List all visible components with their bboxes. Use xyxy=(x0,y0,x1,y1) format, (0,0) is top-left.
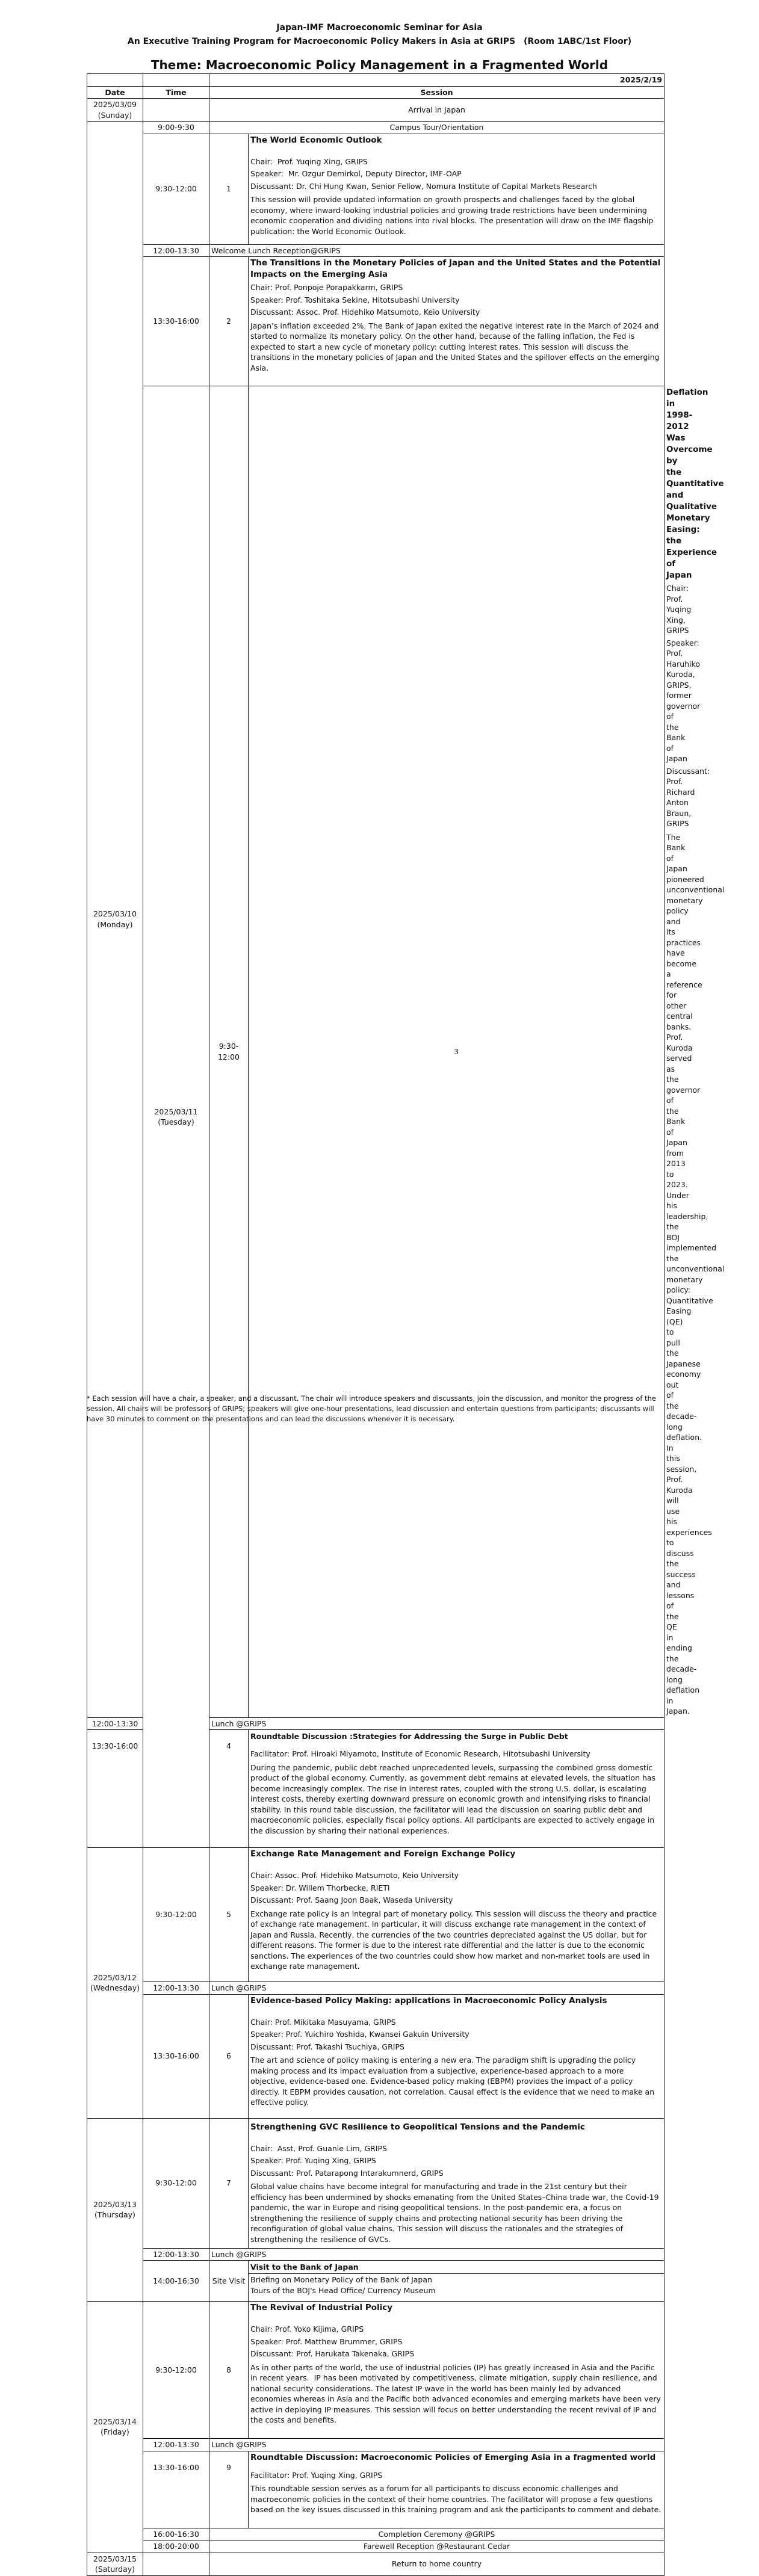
table-row xyxy=(87,2261,665,2274)
event-cell: Lunch @GRIPS xyxy=(209,2248,665,2261)
table-row xyxy=(87,99,665,122)
session-title: Roundtable Discussion: Macroeconomic Policies of Emerging Asia in a fragmented world xyxy=(250,2452,656,2462)
session-title: The Revival of Industrial Policy xyxy=(250,2303,393,2312)
session-cell xyxy=(249,2302,665,2439)
time-cell: 9:30-12:00 xyxy=(143,134,209,244)
session-facilitator: Facilitator: Prof. Yuqing Xing, GRIPS xyxy=(250,2470,383,2480)
event-cell: Campus Tour/Orientation xyxy=(209,122,665,134)
table-row xyxy=(87,1982,665,1995)
session-title: Evidence-based Policy Making: applications in Macroeconomic Policy Analysis xyxy=(250,1995,607,2006)
session-discussant: Discussant: Dr. Chi Hung Kwan, Senior Fellow, Nomura Institute of Capital Markets Research xyxy=(250,181,597,191)
weekday-text: (Friday) xyxy=(101,2427,129,2437)
session-speaker: Speaker: Prof. Yuichiro Yoshida, Kwansei Gakuin University xyxy=(250,2030,469,2039)
seminar-title: Japan-IMF Macroeconomic Seminar for Asia xyxy=(276,23,483,32)
session-number: 9 xyxy=(209,2451,249,2528)
session-speaker: Speaker: Prof. Toshitaka Sekine, Hitotsubashi University xyxy=(250,295,460,304)
session-discussant: Discussant: Prof. Patarapong Intarakumnerd, GRIPS xyxy=(250,2168,444,2178)
table-row xyxy=(87,1848,665,1982)
day-date-cell xyxy=(143,386,209,1848)
column-header-date: Date xyxy=(87,86,143,99)
session-description: This session will provide updated information on growth prospects and challenges faced by the global economy, where inward-looking industrial policies and growing trade restrictions have been undermining economic cooperation and dividing nations into rival blocks. The presentation will draw on the IMF flagship publication: the World Economic Outlook. xyxy=(250,195,654,236)
visit-line: Tours of the BOJ's Head Office/ Currency Museum xyxy=(250,2285,436,2295)
session-number: 3 xyxy=(249,386,665,1718)
event-cell: Return to home country xyxy=(209,2553,665,2575)
session-cell xyxy=(249,1730,665,1848)
time-cell: 16:00-16:30 xyxy=(143,2528,209,2540)
time-cell: 12:00-13:30 xyxy=(143,1982,209,1995)
session-cell xyxy=(249,1848,665,1982)
time-cell: 12:00-13:30 xyxy=(143,2439,209,2451)
session-number: 7 xyxy=(209,2118,249,2248)
session-cell xyxy=(249,2451,665,2528)
session-discussant: Discussant: Prof. Harukata Takenaka, GRIPS xyxy=(250,2349,415,2358)
session-chair: Chair: Prof. Mikitaka Masuyama, GRIPS xyxy=(250,2017,396,2027)
time-cell: 13:30-16:00 xyxy=(143,1994,209,2118)
day-date-cell xyxy=(87,1848,143,2119)
time-cell: 13:30-16:00 xyxy=(87,1730,143,1848)
table-row xyxy=(87,122,665,134)
date-text: 2025/03/15 xyxy=(93,2554,137,2563)
event-cell: Arrival in Japan xyxy=(209,99,665,122)
table-row xyxy=(87,2302,665,2439)
date-text: 2025/03/09 xyxy=(93,100,137,109)
date-text: 2025/03/13 xyxy=(93,2199,137,2209)
session-chair: Chair: Prof. Yuqing Xing, GRIPS xyxy=(250,156,368,166)
table-row: 2025/03/11 (Tuesday) 9:30-12:00 3 Deflation in 1998-2012 Was Overcome by the Quantitative and Qualitative Monetary Easing: the Experience of Japan Chair: Prof. Yuqing Xing, GRIPS Speaker: Prof. Haruhiko Kuroda, GRIPS, former governor of the Bank of Japan Discussant: Prof. Richard Anton Braun, GRIPS The Bank of Japan pioneered unconventional monetary policy and its practices have become a reference for other central banks. Prof. Kuroda served as the governor of the Bank of Japan from 2013 to 2023. Under his leadership, the BOJ implemented the unconventional monetary policy: Quantitative Easing (QE) to pull the Japanese economy out of the decade-long deflation. In this session, Prof. Kuroda will use his experiences to discuss the success and lessons of the QE in ending the decade-long deflation in Japan. xyxy=(87,386,665,1718)
date-text: 2025/03/11 xyxy=(154,1107,198,1116)
session-speaker: Speaker: Prof. Yuqing Xing, GRIPS xyxy=(250,2156,376,2165)
session-cell xyxy=(249,134,665,244)
session-speaker: Speaker: Prof. Matthew Brummer, GRIPS xyxy=(250,2337,403,2346)
day-date-cell xyxy=(87,99,143,122)
session-cell xyxy=(249,1994,665,2118)
weekday-text: (Monday) xyxy=(97,919,133,929)
table-row xyxy=(87,2528,665,2540)
time-cell: 9:30-12:00 xyxy=(143,2302,209,2439)
session-description: As in other parts of the world, the use of industrial policies (IP) has greatly increased in Asia and the Pacific in recent years. IP has been motivated by competitiveness, climate mitigation, supply chain resilience, and national security considerations. The latest IP wave in the world has been mainly led by advanced economies whereas in Asia and the Pacific both advanced economies and emerging markets have been very active in deploying IP measures. This session will focus on better understanding the recent revival of IP and the costs and benefits. xyxy=(250,2362,661,2424)
table-row xyxy=(87,257,665,386)
program-subtitle: An Executive Training Program for Macroeconomic Policy Makers in Asia at GRIPS (Room 1ABC/1st Floor) xyxy=(127,37,632,46)
session-cell xyxy=(249,257,665,386)
visit-title: Visit to the Bank of Japan xyxy=(249,2261,665,2274)
day-date-cell xyxy=(87,2302,143,2553)
time-cell: 13:30-16:00 xyxy=(143,2451,209,2528)
table-row xyxy=(87,2553,665,2575)
visit-line: Briefing on Monetary Policy of the Bank of Japan xyxy=(250,2275,432,2284)
day-date-cell xyxy=(87,2553,143,2575)
event-cell: Welcome Lunch Reception@GRIPS xyxy=(209,244,665,257)
event-cell: Farewell Reception @Restaurant Cedar xyxy=(209,2540,665,2553)
table-row xyxy=(87,134,665,244)
session-number: 5 xyxy=(209,1848,249,1982)
event-cell: Lunch @GRIPS xyxy=(209,2439,665,2451)
table-row xyxy=(87,74,665,87)
session-cell xyxy=(249,2118,665,2248)
weekday-text: (Thursday) xyxy=(94,2210,135,2220)
session-description: The art and science of policy making is entering a new era. The paradigm shift is upgrading the policy making process and its impact evaluation from a subjective, experience-based approach to a more objective, evidence-based one. Evidence-based policy making (EBPM) provides the impact of a policy directly. It EBPM provides causation, not correlation. Causal effect is the evidence that we need to make an effective policy. xyxy=(250,2056,655,2107)
theme-title: Theme: Macroeconomic Policy Management in a Fragmented World xyxy=(150,58,609,72)
time-cell: 9:30-12:00 xyxy=(143,2118,209,2248)
visit-details xyxy=(249,2274,665,2302)
table-row xyxy=(87,2540,665,2553)
day-date-cell xyxy=(87,2118,143,2302)
time-cell: 14:00-16:30 xyxy=(143,2261,209,2302)
session-number: Site Visit xyxy=(209,2261,249,2302)
event-cell: Lunch @GRIPS xyxy=(209,1982,665,1995)
session-number: 1 xyxy=(209,134,249,244)
schedule-table xyxy=(87,73,725,2576)
session-description: This roundtable session serves as a forum for all participants to discuss economic challenges and macroeconomic policies in the context of their home countries. The facilitator will propose a few questions based on the key issues discussed in this training program and ask the participants to comment and debate. xyxy=(250,2484,661,2514)
event-cell: Lunch @GRIPS xyxy=(209,1717,665,1730)
weekday-text: (Sunday) xyxy=(98,110,132,120)
session-title: The Transitions in the Monetary Policies of Japan and the United States and the Potential Impacts on the Emerging Asia xyxy=(250,258,661,279)
session-title: Roundtable Discussion :Strategies for Addressing the Surge in Public Debt xyxy=(250,1732,568,1741)
footnote: * Each session will have a chair, a speaker, and a discussant. The chair will introduce speakers and discussants, join the discussion, and monitor the progress of the session. All chairs will be professors of GRIPS; speakers will give one-hour presentations, lead discussion and entertain questions from participants; discussants will have 30 minutes to comment on the presentations and can lead the discussions whenever it is necessary. xyxy=(87,1394,656,1423)
time-cell: 12:00-13:30 xyxy=(143,2248,209,2261)
session-chair: Chair: Prof. Yoko Kijima, GRIPS xyxy=(250,2324,364,2334)
session-number: 6 xyxy=(209,1994,249,2118)
table-row xyxy=(87,2439,665,2451)
session-speaker: Speaker: Mr. Ozgur Demirkol, Deputy Director, IMF-OAP xyxy=(250,169,462,178)
session-title: Strengthening GVC Resilience to Geopolitical Tensions and the Pandemic xyxy=(250,2122,585,2132)
table-row xyxy=(87,2248,665,2261)
weekday-text: (Tuesday) xyxy=(158,1117,194,1126)
session-chair: Chair: Asst. Prof. Guanie Lim, GRIPS xyxy=(250,2143,387,2153)
session-discussant: Discussant: Prof. Takashi Tsuchiya, GRIPS xyxy=(250,2042,404,2051)
table-header-row xyxy=(87,86,665,99)
session-number: 4 xyxy=(209,1730,249,1848)
session-number: 8 xyxy=(209,2302,249,2439)
time-cell: 18:00-20:00 xyxy=(143,2540,209,2553)
date-text: 2025/03/14 xyxy=(93,2417,137,2426)
day-date-cell xyxy=(87,122,143,1718)
session-discussant: Discussant: Assoc. Prof. Hidehiko Matsumoto, Keio University xyxy=(250,307,480,317)
session-chair: Chair: Assoc. Prof. Hidehiko Matsumoto, Keio University xyxy=(250,1871,459,1880)
table-row xyxy=(87,244,665,257)
session-chair: Chair: Prof. Ponpoje Porapakkarm, GRIPS xyxy=(250,283,403,292)
date-text: 2025/03/12 xyxy=(93,1972,137,1982)
column-header-time: Time xyxy=(143,86,209,99)
time-cell: 9:00-9:30 xyxy=(143,122,209,134)
time-cell: 9:30-12:00 xyxy=(143,1848,209,1982)
session-title: The World Economic Outlook xyxy=(250,135,382,145)
session-description: During the pandemic, public debt reached unprecedented levels, surpassing the combined gross domestic product of the global economy. Currently, as government debt remains at elevated levels, the situation has become increasingly complex. The rise in interest rates, coupled with the strong U.S. dollar, is escalating interest costs, thereby exerting downward pressure on economic growth and intensifying risks to financial stability. In this round table discussion, the facilitator will lead the discussion on soaring public debt and macroeconomic policies, especially fiscal policy options. All participants are expected to actively engage in the discussion by sharing their national experiences. xyxy=(250,1762,656,1835)
table-row xyxy=(87,2451,665,2528)
weekday-text: (Wednesday) xyxy=(90,1983,140,1993)
document-date: 2025/2/19 xyxy=(209,74,665,87)
session-facilitator: Facilitator: Prof. Hiroaki Miyamoto, Institute of Economic Research, Hitotsubashi University xyxy=(250,1749,590,1758)
weekday-text: (Saturday) xyxy=(94,2565,135,2574)
session-speaker: Speaker: Dr. Willem Thorbecke, RIETI xyxy=(250,1883,390,1892)
session-description: Exchange rate policy is an integral part of monetary policy. This session will discuss the theory and practice of exchange rate management. In particular, it will discuss exchange rate management in the context of Japan and Russia. Recently, the currencies of the two countries depreciated against the US dollar, but for different reasons. The former is due to the interest rate differential and the latter is due to the economic sanctions. The experiences of the two countries could show how market and non-market tools are used in exchange rate management. xyxy=(250,1909,657,1971)
event-cell: Completion Ceremony @GRIPS xyxy=(209,2528,665,2540)
table-row xyxy=(87,1994,665,2118)
time-cell: 13:30-16:00 xyxy=(143,257,209,386)
date-text: 2025/03/10 xyxy=(93,909,137,919)
time-cell: 12:00-13:30 xyxy=(87,1717,143,1730)
session-title: Exchange Rate Management and Foreign Exchange Policy xyxy=(250,1849,516,1859)
session-discussant: Discussant: Prof. Saang Joon Baak, Waseda University xyxy=(250,1895,453,1904)
time-cell: 9:30-12:00 xyxy=(209,386,249,1718)
session-description: Global value chains have become integral for manufacturing and trade in the 21st century but their efficiency has been undermined by shocks emanating from the United States–China trade war, the Covid-19 pandemic, the war in Europe and rising geopolitical tensions. In the post-pandemic era, a focus on strengthening the resilience of supply chains and protecting national security has been driving the reconfiguration of global value chains. This session will discuss the rationales and the strategies of strengthening the resilience of GVCs. xyxy=(250,2182,659,2244)
session-description: Japan’s inflation exceeded 2%. The Bank of Japan exited the negative interest rate in the March of 2024 and started to normalize its monetary policy. On the other hand, because of the falling inflation, the Fed is expected to start a new cycle of monetary policy: cutting interest rates. This session will discuss the transitions in the monetary policies of Japan and the United States and the spillover effects on the emerging Asia. xyxy=(250,321,660,372)
time-cell: 12:00-13:30 xyxy=(143,244,209,257)
table-row xyxy=(87,2118,665,2248)
column-header-session: Session xyxy=(209,86,665,99)
session-number: 2 xyxy=(209,257,249,386)
